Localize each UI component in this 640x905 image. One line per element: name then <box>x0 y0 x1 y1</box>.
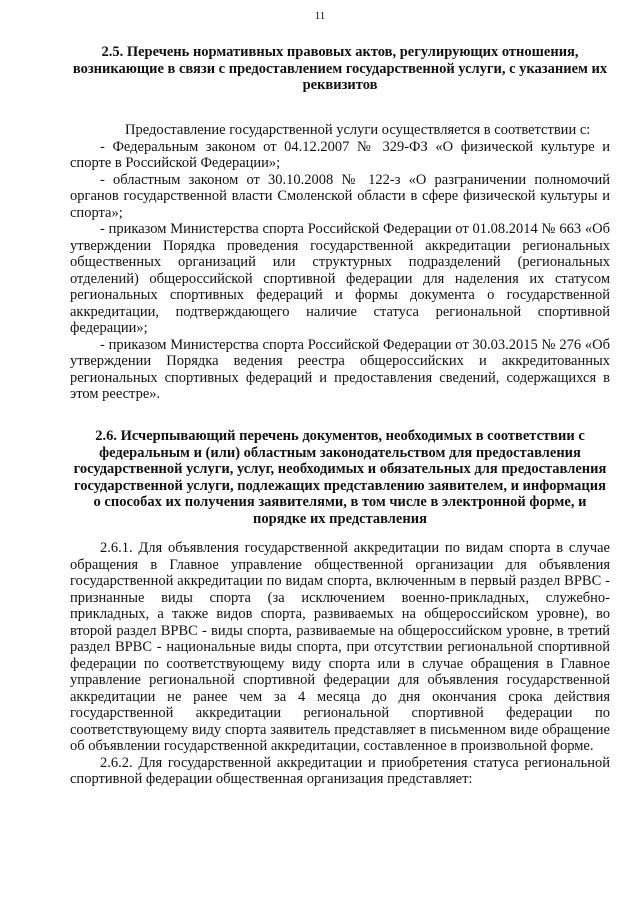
paragraph: - Федеральным законом от 04.12.2007 № 329-ФЗ «О физической культуре и спорте в Российской Федерации»; <box>70 138 610 171</box>
section-2-6-heading: 2.6. Исчерпывающий перечень документов, необходимых в соответствии с федеральным и (или) областным законодательством для предоставления государственной услуги, услуг, необходимых и обязательных для предоставления государственной услуги, подлежащих представлению заявителем, и информация о способах их получения заявителями, в том числе в электронной форме, и порядке их представления <box>73 428 607 527</box>
paragraph: - приказом Министерства спорта Российской Федерации от 30.03.2015 № 276 «Об утверждении Порядка ведения реестра общероссийских и аккредитованных региональных спортивных федераций и предоставления сведений, содержащихся в этом реестре». <box>70 336 610 402</box>
section-2-5-heading: 2.5. Перечень нормативных правовых актов, регулирующих отношения, возникающие в связи с предоставлением государственной услуги, с указанием их реквизитов <box>72 44 608 93</box>
section-2-6-body <box>70 540 610 788</box>
paragraph: 2.6.1. Для объявления государственной аккредитации по видам спорта в случае обращения в Главное управление общественной организации для объявления государственной аккредитации по видам спорта, включенным в первый раздел ВРВС - признанные виды спорта (за исключением военно-прикладных, служебно-прикладных, а также видов спорта, развиваемых на общероссийском уровне), во второй раздел ВРВС - виды спорта, развиваемые на общероссийском уровне, в третий раздел ВРВС - национальные виды спорта, при отсутствии региональной спортивной федерации по соответствующему виду спорта или в случае обращения в Главное управление региональной спортивной федерации для объявления государственной аккредитации не ранее чем за 4 месяца до дня окончания срока действия государственной аккредитации региональной спортивной федерации по соответствующему виду спорта заявитель представляет в письменном виде обращение об объявлении государственной аккредитации, составленное в произвольной форме. <box>70 540 610 754</box>
section-2-5-body <box>70 122 610 403</box>
page-number: 11 <box>314 10 326 22</box>
paragraph: Предоставление государственной услуги осуществляется в соответствии с: <box>125 122 591 138</box>
paragraph: - приказом Министерства спорта Российской Федерации от 01.08.2014 № 663 «Об утверждении Порядка проведения государственной аккредитации региональных общественных организаций или структурных подразделений (региональных отделений) общероссийской спортивной федерации для наделения их статусом региональных спортивных федераций и формы документа о государственной аккредитации, подтверждающего наличие статуса региональной спортивной федерации»; <box>70 221 610 336</box>
paragraph: - областным законом от 30.10.2008 № 122-з «О разграничении полномочий органов государственной власти Смоленской области в сфере физической культуры и спорта»; <box>70 171 610 221</box>
paragraph: 2.6.2. Для государственной аккредитации и приобретения статуса региональной спортивной федерации общественная организация представляет: <box>70 754 610 787</box>
